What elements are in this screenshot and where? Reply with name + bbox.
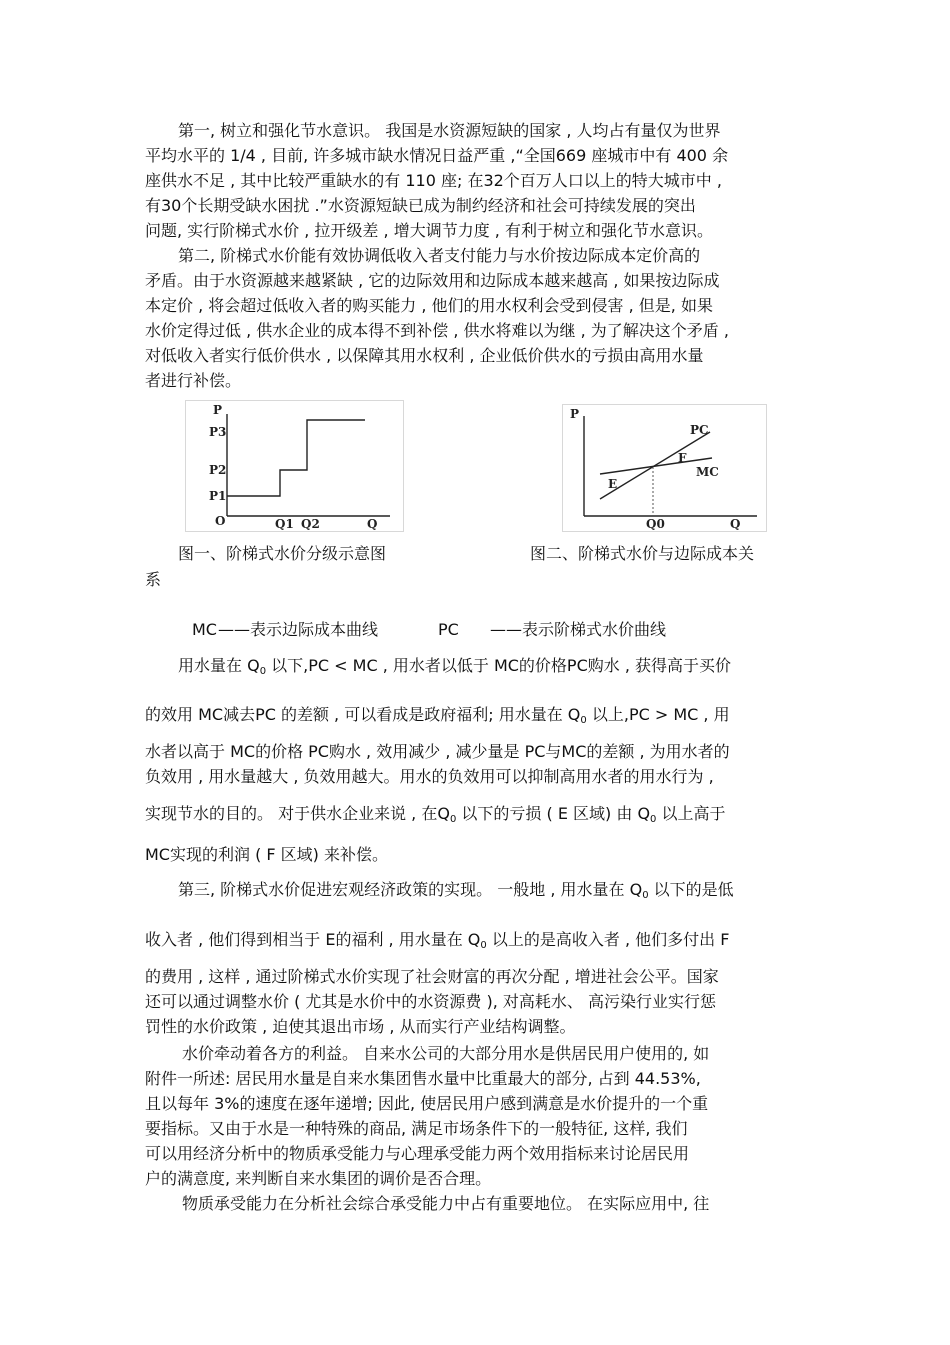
figure-2-q-label: Q [730,517,741,531]
p4-line-5: 罚性的水价政策 , 迫使其退出市场 , 从而实行产业结构调整。 [145,1017,576,1036]
p3-line-6: MC实现的利润 ( F 区域) 来补偿。 [145,845,389,864]
figure-2-region-e-label: E [608,477,618,491]
p5-line-1: 水价牵动着各方的利益。 自来水公司的大部分用水是供居民用户使用的, 如 [182,1044,710,1063]
p1-line-1: 第一, 树立和强化节水意识。 我国是水资源短缺的国家 , 人均占有量仅为世界 [178,121,721,140]
legend-pc: PC [438,620,459,639]
p4-line-3: 的费用 , 这样 , 通过阶梯式水价实现了社会财富的再次分配 , 增进社会公平。国家 [145,967,719,986]
p2-line-6: 者进行补偿。 [145,371,242,390]
p2-line-1: 第二, 阶梯式水价能有效协调低收入者支付能力与水价按边际成本定价高的 [178,246,701,265]
figure-1-q-label: Q [367,517,378,531]
p2-line-3: 本定价 , 将会超过低收入者的购买能力 , 他们的用水权利会受到侵害 , 但是, 如果 [145,296,713,315]
p1-line-3: 座供水不足 , 其中比较严重缺水的有 110 座; 在32个百万人口以上的特大城市中 , [145,171,722,190]
p6-line-1: 物质承受能力在分析社会综合承受能力中占有重要地位。 在实际应用中, 往 [182,1194,710,1213]
p3-line-4: 负效用 , 用水量越大 , 负效用越大。用水的负效用可以抑制高用水者的用水行为 , [145,767,714,786]
p5-line-2: 附件一所述: 居民用水量是自来水集团售水量中比重最大的部分, 占到 44.53%, [145,1069,701,1088]
legend-mc: MC [192,620,217,639]
figure-1-q2-label: Q2 [301,517,320,531]
figure-2-caption-cont: 系 [145,570,162,589]
p1-line-4: 有30个长期受缺水困扰 .”水资源短缺已成为制约经济和社会可持续发展的突出 [145,196,696,215]
p1-line-2: 平均水平的 1/4 , 目前, 许多城市缺水情况日益严重 ,“全国669 座城市中有 400 余 [145,146,729,165]
figure-1-step-price [185,400,405,532]
figure-2-region-f-label: F [678,451,687,465]
p5-line-4: 要指标。又由于水是一种特殊的商品, 满足市场条件下的一般特征, 这样, 我们 [145,1119,688,1138]
legend-pc-desc: ——表示阶梯式水价曲线 [490,620,667,639]
p4-line-2: 收入者 , 他们得到相当于 E的福利 , 用水量在 $Q_0$ 以上的是高收入者 , 他们多付出 F [145,930,730,951]
figure-2-pc-label: PC [690,423,709,437]
p3-line-1: 用水量在 $Q_0$ 以下,PC < MC , 用水者以低于 MC的价格PC购水 , 获得高于买价 [178,656,732,677]
figure-2-frame [563,405,767,532]
figure-1-p-label: P [213,403,223,417]
figure-1-step-price-curve [227,420,365,496]
figure-1-caption: 图一、阶梯式水价分级示意图 [178,544,387,563]
figure-1-p3-label: P3 [209,425,227,439]
figure-2-q0-label: Q0 [646,517,665,531]
figure-1-p1-label: P1 [209,489,227,503]
figure-1-origin-label: O [215,514,226,528]
p1-line-5: 问题, 实行阶梯式水价 , 拉开级差 , 增大调节力度 , 有利于树立和强化节水意识。 [145,221,713,240]
p4-line-1: 第三, 阶梯式水价促进宏观经济政策的实现。 一般地 , 用水量在 $Q_0$ 以下的是低 [178,880,734,901]
p5-line-3: 且以每年 3%的速度在逐年递增; 因此, 使居民用户感到满意是水价提升的一个重 [145,1094,709,1113]
legend-mc-desc: ——表示边际成本曲线 [218,620,379,639]
p5-line-6: 户的满意度, 来判断自来水集团的调价是否合理。 [145,1169,492,1188]
p3-line-5: 实现节水的目的。 对于供水企业来说 , 在$Q_0$ 以下的亏损 ( E 区域) 由 $Q_0$ 以上高于 [145,804,726,825]
p2-line-4: 水价定得过低 , 供水企业的成本得不到补偿 , 供水将难以为继 , 为了解决这个矛盾 , [145,321,729,340]
p3-line-3: 水者以高于 MC的价格 PC购水 , 效用减少 , 减少量是 PC与MC的差额 , 为用水者的 [145,742,730,761]
p3-line-2: 的效用 MC减去PC 的差额 , 可以看成是政府福利; 用水量在 $Q_0$ 以上,PC > MC , 用 [145,705,730,726]
p4-line-4: 还可以通过调整水价 ( 尤其是水价中的水资源费 ), 对高耗水、 高污染行业实行惩 [145,992,717,1011]
figure-2-mc-label: MC [696,465,719,479]
figure-2-marginal-cost [562,404,768,534]
figure-2-p-label: P [570,407,580,421]
figure-2-caption: 图二、阶梯式水价与边际成本关 [530,544,755,563]
p2-line-5: 对低收入者实行低价供水 , 以保障其用水权利 , 企业低价供水的亏损由高用水量 [145,346,704,365]
figure-1-p2-label: P2 [209,463,227,477]
p2-line-2: 矛盾。由于水资源越来越紧缺 , 它的边际效用和边际成本越来越高 , 如果按边际成 [145,271,720,290]
figure-1-q1-label: Q1 [275,517,294,531]
p5-line-5: 可以用经济分析中的物质承受能力与心理承受能力两个效用指标来讨论居民用 [145,1144,690,1163]
